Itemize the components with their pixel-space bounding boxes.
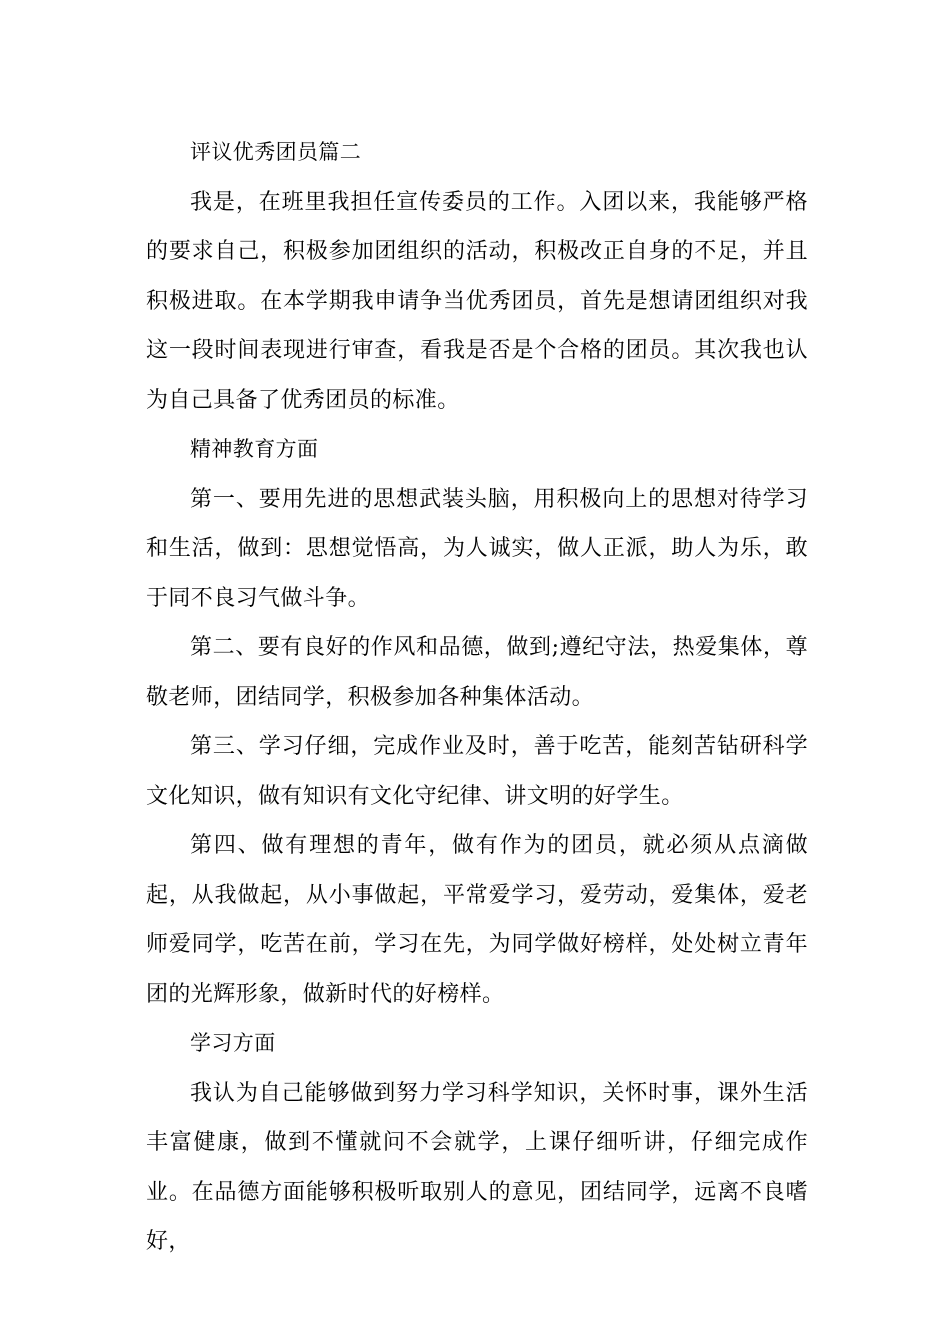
section-heading-study: 学习方面 (190, 1031, 276, 1055)
document-title: 评议优秀团员篇二 (190, 140, 362, 164)
paragraph-second: 第二、要有良好的作风和品德，做到;遵纪守法，热爱集体，尊敬老师，团结同学，积极参加各种集体活动。 (146, 635, 808, 710)
intro-paragraph: 我是，在班里我担任宣传委员的工作。入团以来，我能够严格的要求自己，积极参加团组织的活动，积极改正自身的不足，并且积极进取。在本学期我申请争当优秀团员，首先是想请团组织对我这一段时间表现进行审查，看我是否是个合格的团员。其次我也认为自己具备了优秀团员的标准。 (146, 189, 808, 413)
section-heading-spirit: 精神教育方面 (190, 437, 319, 461)
paragraph-study: 我认为自己能够做到努力学习科学知识，关怀时事，课外生活丰富健康，做到不懂就问不会就学，上课仔细听讲，仔细完成作业。在品德方面能够积极听取别人的意见，团结同学，远离不良嗜好， (146, 1080, 808, 1254)
paragraph-fourth: 第四、做有理想的青年，做有作为的团员，就必须从点滴做起，从我做起，从小事做起，平常爱学习，爱劳动，爱集体，爱老师爱同学，吃苦在前，学习在先，为同学做好榜样，处处树立青年团的光辉形象，做新时代的好榜样。 (146, 833, 808, 1007)
paragraph-third: 第三、学习仔细，完成作业及时，善于吃苦，能刻苦钻研科学文化知识，做有知识有文化守纪律、讲文明的好学生。 (146, 734, 808, 809)
document-body (146, 128, 808, 1267)
paragraph-first: 第一、要用先进的思想武装头脑，用积极向上的思想对待学习和生活，做到：思想觉悟高，为人诚实，做人正派，助人为乐，敢于同不良习气做斗争。 (146, 486, 808, 611)
